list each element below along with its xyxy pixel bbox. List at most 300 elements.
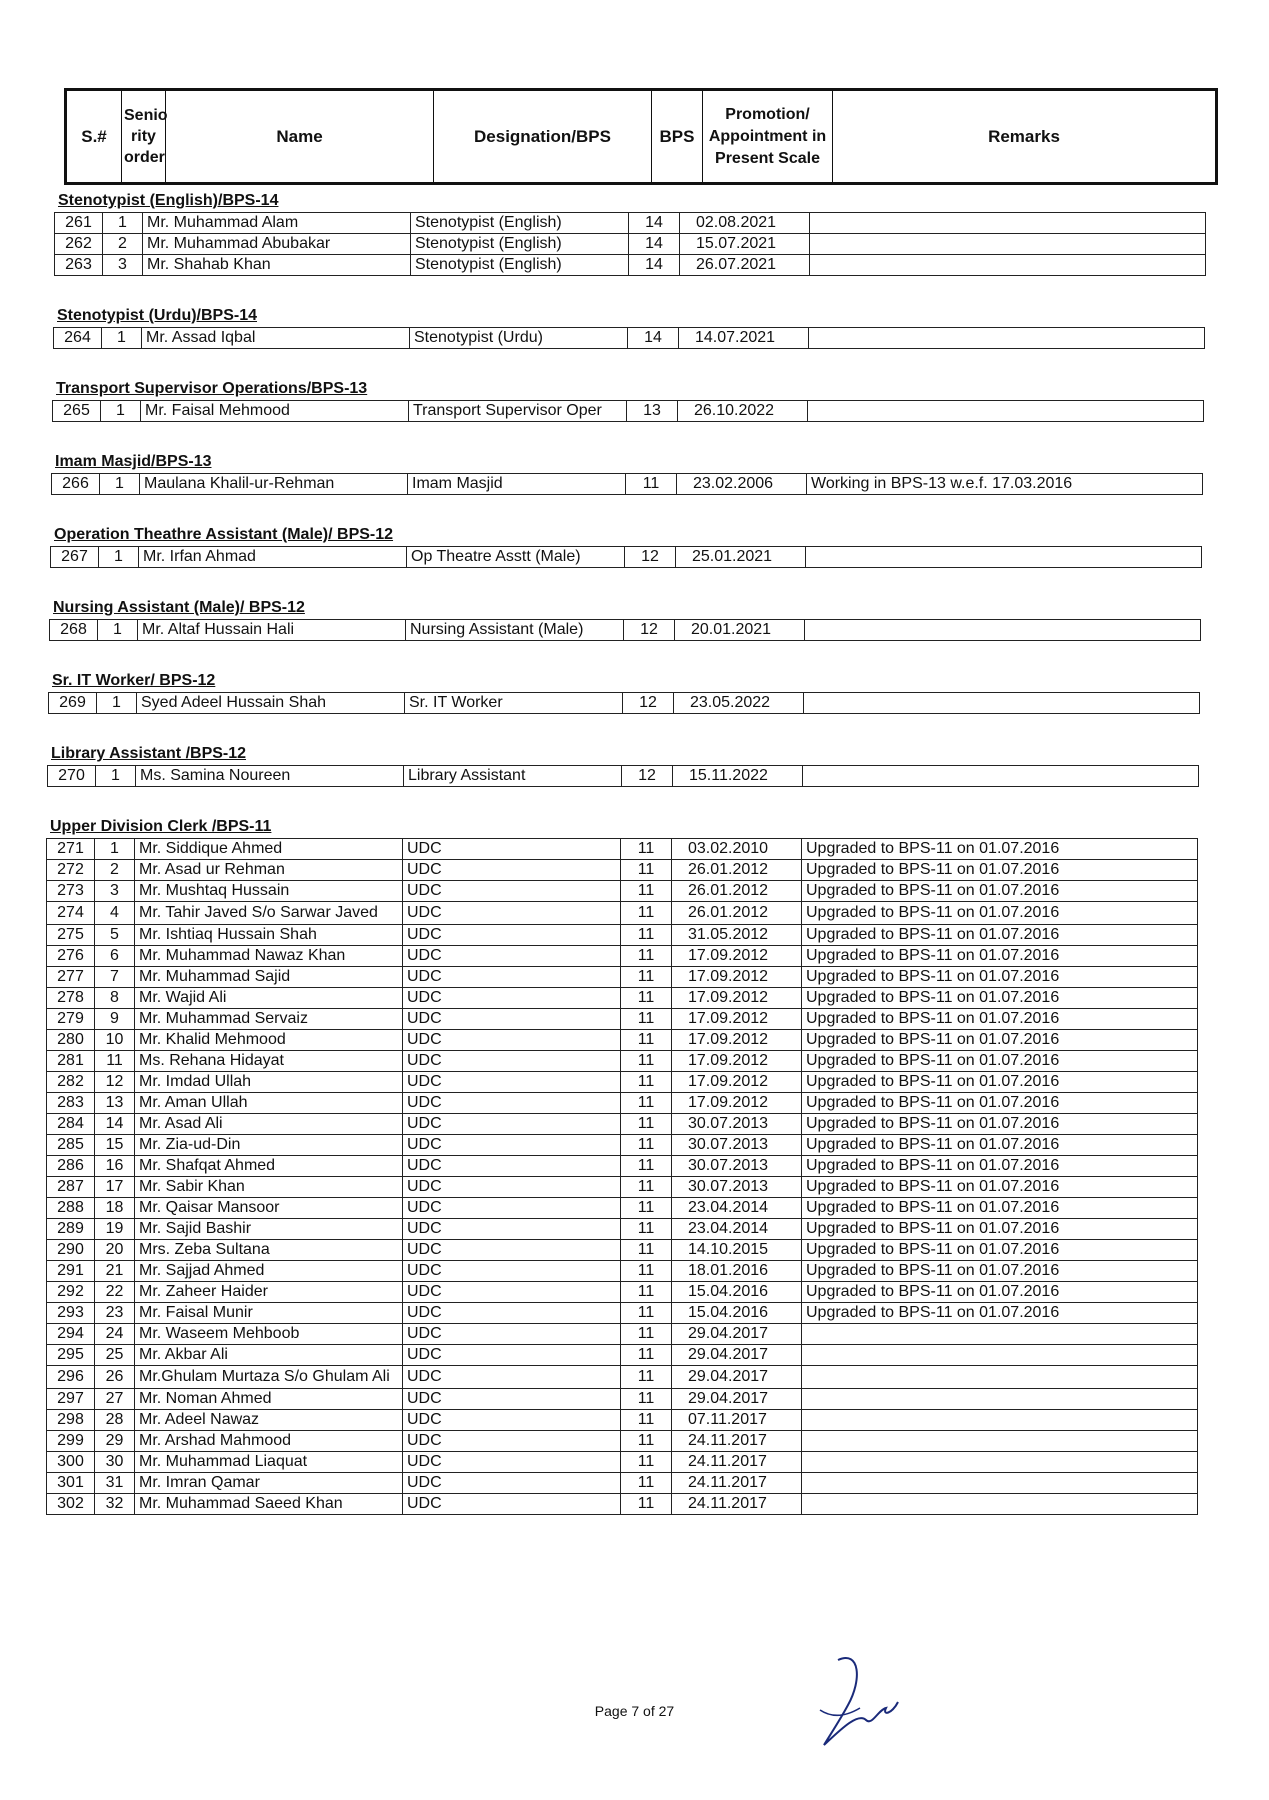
table-row [47,988,1198,1009]
cell-name: Mr. Khalid Mehmood [135,1030,403,1051]
cell-date: 26.07.2021 [680,255,810,276]
cell-sno: 295 [47,1345,95,1366]
cell-seniority: 1 [97,693,137,714]
cell-date: 30.07.2013 [672,1177,802,1198]
cell-remarks: Upgraded to BPS-11 on 01.07.2016 [802,1156,1198,1177]
cell-sno: 290 [47,1240,95,1261]
cell-bps: 12 [624,620,675,641]
table-row [47,1261,1198,1282]
cell-remarks [802,1431,1198,1452]
cell-remarks [802,1494,1198,1515]
cell-remarks: Upgraded to BPS-11 on 01.07.2016 [802,1009,1198,1030]
cell-date: 17.09.2012 [672,946,802,967]
cell-date: 15.04.2016 [672,1303,802,1324]
section-table [52,400,1204,422]
cell-sno: 264 [54,328,102,349]
section-title: Stenotypist (Urdu)/BPS-14 [57,307,258,324]
cell-sno: 278 [47,988,95,1009]
cell-name: Mr. Imdad Ullah [135,1072,403,1093]
cell-seniority: 1 [102,328,142,349]
cell-name: Mr. Irfan Ahmad [139,547,407,568]
cell-remarks [804,693,1200,714]
cell-date: 26.01.2012 [672,860,802,881]
cell-seniority: 19 [95,1219,135,1240]
cell-sno: 294 [47,1324,95,1345]
cell-sno: 262 [55,234,103,255]
cell-date: 26.01.2012 [672,902,802,925]
cell-sno: 293 [47,1303,95,1324]
cell-bps: 11 [621,1114,672,1135]
cell-sno: 289 [47,1219,95,1240]
cell-bps: 12 [622,766,673,787]
cell-name: Mr. Wajid Ali [135,988,403,1009]
cell-seniority: 12 [95,1072,135,1093]
section-gap [40,714,1220,738]
cell-date: 31.05.2012 [672,925,802,946]
table-row [47,902,1198,925]
cell-remarks: Upgraded to BPS-11 on 01.07.2016 [802,860,1198,881]
cell-designation: UDC [403,1135,621,1156]
cell-bps: 11 [621,925,672,946]
cell-bps: 11 [621,1156,672,1177]
cell-designation: UDC [403,1072,621,1093]
cell-bps: 11 [621,1198,672,1219]
cell-seniority: 21 [95,1261,135,1282]
cell-bps: 11 [621,1303,672,1324]
table-row [55,255,1206,276]
cell-designation: UDC [403,1345,621,1366]
table-row [47,881,1198,902]
table-row [55,234,1206,255]
cell-name: Mr. Qaisar Mansoor [135,1198,403,1219]
section-table [46,838,1198,1515]
section-gap [40,349,1220,373]
cell-designation: Library Assistant [404,766,622,787]
cell-remarks: Upgraded to BPS-11 on 01.07.2016 [802,1219,1198,1240]
section-title: Library Assistant /BPS-12 [51,745,247,762]
table-row [47,1240,1198,1261]
cell-date: 03.02.2010 [672,839,802,860]
table-row [48,766,1199,787]
table-row [47,1114,1198,1135]
cell-sno: 276 [47,946,95,967]
cell-sno: 282 [47,1072,95,1093]
column-header-table [64,88,1218,185]
table-row [47,925,1198,946]
cell-name: Mr. Altaf Hussain Hali [138,620,406,641]
cell-bps: 11 [621,1135,672,1156]
cell-seniority: 18 [95,1198,135,1219]
cell-remarks: Upgraded to BPS-11 on 01.07.2016 [802,902,1198,925]
cell-sno: 288 [47,1198,95,1219]
cell-sno: 270 [48,766,96,787]
cell-seniority: 31 [95,1473,135,1494]
cell-seniority: 11 [95,1051,135,1072]
cell-remarks: Upgraded to BPS-11 on 01.07.2016 [802,1177,1198,1198]
cell-sno: 283 [47,1093,95,1114]
cell-sno: 275 [47,925,95,946]
cell-date: 15.04.2016 [672,1282,802,1303]
section-table [53,327,1205,349]
cell-sno: 261 [55,213,103,234]
cell-seniority: 4 [95,902,135,925]
table-row [54,328,1205,349]
cell-name: Mr. Tahir Javed S/o Sarwar Javed [135,902,403,925]
table-row [47,1009,1198,1030]
cell-designation: UDC [403,1240,621,1261]
section-table [48,692,1200,714]
table-row [47,1366,1198,1389]
cell-bps: 11 [621,1219,672,1240]
cell-seniority: 17 [95,1177,135,1198]
cell-name: Mr. Adeel Nawaz [135,1410,403,1431]
cell-remarks [802,1389,1198,1410]
cell-bps: 11 [621,1473,672,1494]
cell-seniority: 9 [95,1009,135,1030]
cell-name: Mr. Muhammad Saeed Khan [135,1494,403,1515]
cell-sno: 300 [47,1452,95,1473]
cell-remarks: Upgraded to BPS-11 on 01.07.2016 [802,1303,1198,1324]
table-row [47,1431,1198,1452]
cell-sno: 297 [47,1389,95,1410]
header-name: Name [166,90,434,184]
table-row [47,1135,1198,1156]
cell-bps: 14 [629,213,680,234]
cell-sno: 266 [52,474,100,495]
header-designation: Designation/BPS [434,90,652,184]
cell-bps: 11 [621,881,672,902]
cell-designation: Stenotypist (English) [411,213,629,234]
cell-name: Mr. Zaheer Haider [135,1282,403,1303]
cell-remarks [805,620,1201,641]
cell-name: Mr. Ishtiaq Hussain Shah [135,925,403,946]
cell-sno: 296 [47,1366,95,1389]
cell-seniority: 1 [101,401,141,422]
section-title: Nursing Assistant (Male)/ BPS-12 [53,599,305,616]
cell-sno: 299 [47,1431,95,1452]
cell-bps: 11 [621,946,672,967]
cell-date: 29.04.2017 [672,1324,802,1345]
cell-designation: UDC [403,1366,621,1389]
cell-seniority: 25 [95,1345,135,1366]
cell-date: 23.02.2006 [677,474,807,495]
cell-remarks: Working in BPS-13 w.e.f. 17.03.2016 [807,474,1203,495]
cell-date: 29.04.2017 [672,1345,802,1366]
section-gap [40,568,1220,592]
section-title: Imam Masjid/BPS-13 [55,453,212,470]
cell-name: Mr. Aman Ullah [135,1093,403,1114]
cell-date: 14.10.2015 [672,1240,802,1261]
cell-bps: 12 [625,547,676,568]
cell-seniority: 27 [95,1389,135,1410]
cell-date: 24.11.2017 [672,1431,802,1452]
cell-designation: UDC [403,1303,621,1324]
table-row [50,620,1201,641]
cell-name: Maulana Khalil-ur-Rehman [140,474,408,495]
cell-name: Mr. Shahab Khan [143,255,411,276]
cell-name: Mr. Muhammad Nawaz Khan [135,946,403,967]
cell-seniority: 2 [103,234,143,255]
cell-date: 17.09.2012 [672,1051,802,1072]
section-table [49,619,1201,641]
cell-seniority: 16 [95,1156,135,1177]
cell-designation: UDC [403,839,621,860]
cell-name: Mr. Shafqat Ahmed [135,1156,403,1177]
cell-name: Syed Adeel Hussain Shah [137,693,405,714]
cell-bps: 11 [621,1261,672,1282]
cell-seniority: 29 [95,1431,135,1452]
section-table [54,212,1206,276]
cell-sno: 268 [50,620,98,641]
table-row [47,1093,1198,1114]
cell-sno: 291 [47,1261,95,1282]
cell-sno: 302 [47,1494,95,1515]
cell-bps: 11 [621,1389,672,1410]
cell-date: 17.09.2012 [672,1072,802,1093]
cell-designation: UDC [403,1093,621,1114]
table-row [47,1219,1198,1240]
cell-remarks [803,766,1199,787]
cell-seniority: 7 [95,967,135,988]
table-row [52,474,1203,495]
table-row [47,1177,1198,1198]
cell-date: 15.07.2021 [680,234,810,255]
cell-designation: UDC [403,860,621,881]
cell-date: 24.11.2017 [672,1473,802,1494]
cell-bps: 11 [621,1410,672,1431]
cell-remarks [802,1345,1198,1366]
cell-bps: 11 [621,1452,672,1473]
cell-date: 24.11.2017 [672,1494,802,1515]
cell-sno: 273 [47,881,95,902]
cell-bps: 11 [621,1345,672,1366]
cell-designation: UDC [403,925,621,946]
section-gap [40,495,1220,519]
cell-seniority: 1 [103,213,143,234]
cell-name: Mr. Mushtaq Hussain [135,881,403,902]
table-row [49,693,1200,714]
cell-sno: 271 [47,839,95,860]
cell-bps: 14 [629,255,680,276]
cell-remarks: Upgraded to BPS-11 on 01.07.2016 [802,1135,1198,1156]
table-row [47,1030,1198,1051]
cell-seniority: 3 [103,255,143,276]
header-sno: S.# [66,90,122,184]
cell-bps: 11 [621,1494,672,1515]
cell-designation: Stenotypist (Urdu) [410,328,628,349]
table-row [47,1345,1198,1366]
cell-date: 23.04.2014 [672,1198,802,1219]
cell-name: Mr. Asad ur Rehman [135,860,403,881]
cell-remarks: Upgraded to BPS-11 on 01.07.2016 [802,967,1198,988]
table-row [47,1051,1198,1072]
cell-seniority: 24 [95,1324,135,1345]
cell-designation: UDC [403,1431,621,1452]
cell-name: Mr.Ghulam Murtaza S/o Ghulam Ali [135,1366,403,1389]
table-row [47,1324,1198,1345]
cell-name: Mr. Muhammad Abubakar [143,234,411,255]
cell-remarks: Upgraded to BPS-11 on 01.07.2016 [802,925,1198,946]
cell-date: 17.09.2012 [672,1009,802,1030]
cell-date: 30.07.2013 [672,1156,802,1177]
cell-seniority: 1 [95,839,135,860]
cell-seniority: 3 [95,881,135,902]
cell-date: 17.09.2012 [672,1030,802,1051]
cell-remarks [809,328,1205,349]
table-row [47,860,1198,881]
cell-designation: UDC [403,1114,621,1135]
cell-designation: UDC [403,1452,621,1473]
cell-date: 20.01.2021 [675,620,805,641]
cell-remarks: Upgraded to BPS-11 on 01.07.2016 [802,1030,1198,1051]
cell-bps: 12 [623,693,674,714]
cell-remarks: Upgraded to BPS-11 on 01.07.2016 [802,1240,1198,1261]
cell-designation: UDC [403,1030,621,1051]
cell-sno: 272 [47,860,95,881]
cell-name: Mr. Siddique Ahmed [135,839,403,860]
cell-bps: 11 [621,1093,672,1114]
cell-seniority: 8 [95,988,135,1009]
cell-name: Mr. Faisal Munir [135,1303,403,1324]
header-bps: BPS [652,90,703,184]
cell-sno: 274 [47,902,95,925]
cell-remarks: Upgraded to BPS-11 on 01.07.2016 [802,1072,1198,1093]
cell-name: Mr. Noman Ahmed [135,1389,403,1410]
cell-sno: 281 [47,1051,95,1072]
cell-bps: 11 [621,1177,672,1198]
cell-bps: 14 [628,328,679,349]
cell-designation: UDC [403,881,621,902]
cell-remarks [810,213,1206,234]
section-gap [40,787,1220,811]
cell-bps: 11 [621,1324,672,1345]
table-row [47,946,1198,967]
cell-remarks [802,1366,1198,1389]
cell-name: Mr. Muhammad Liaquat [135,1452,403,1473]
table-row [47,1494,1198,1515]
header-promotion: Promotion/ Appointment in Present Scale [703,90,833,184]
cell-date: 23.05.2022 [674,693,804,714]
cell-designation: Sr. IT Worker [405,693,623,714]
cell-designation: Stenotypist (English) [411,255,629,276]
cell-seniority: 13 [95,1093,135,1114]
cell-bps: 11 [621,1240,672,1261]
cell-sno: 287 [47,1177,95,1198]
cell-designation: Stenotypist (English) [411,234,629,255]
cell-designation: UDC [403,1410,621,1431]
cell-sno: 267 [51,547,99,568]
table-row [55,213,1206,234]
cell-seniority: 5 [95,925,135,946]
cell-date: 17.09.2012 [672,988,802,1009]
cell-designation: UDC [403,902,621,925]
cell-bps: 11 [621,860,672,881]
cell-remarks [802,1324,1198,1345]
cell-name: Mr. Faisal Mehmood [141,401,409,422]
cell-bps: 11 [621,902,672,925]
cell-date: 29.04.2017 [672,1366,802,1389]
cell-sno: 265 [53,401,101,422]
cell-seniority: 2 [95,860,135,881]
cell-date: 02.08.2021 [680,213,810,234]
cell-seniority: 1 [98,620,138,641]
table-row [47,1389,1198,1410]
cell-designation: UDC [403,1009,621,1030]
cell-sno: 280 [47,1030,95,1051]
cell-bps: 11 [621,1282,672,1303]
cell-name: Ms. Samina Noureen [136,766,404,787]
cell-remarks: Upgraded to BPS-11 on 01.07.2016 [802,839,1198,860]
section-gap [40,276,1220,300]
cell-name: Mr. Muhammad Alam [143,213,411,234]
cell-designation: UDC [403,1261,621,1282]
cell-designation: UDC [403,967,621,988]
cell-date: 26.10.2022 [678,401,808,422]
section-table [51,473,1203,495]
cell-bps: 11 [621,988,672,1009]
cell-sno: 301 [47,1473,95,1494]
cell-remarks: Upgraded to BPS-11 on 01.07.2016 [802,1261,1198,1282]
cell-date: 17.09.2012 [672,967,802,988]
section-title: Transport Supervisor Operations/BPS-13 [56,380,368,397]
cell-seniority: 22 [95,1282,135,1303]
cell-remarks [810,255,1206,276]
table-row [47,967,1198,988]
cell-date: 30.07.2013 [672,1135,802,1156]
cell-date: 07.11.2017 [672,1410,802,1431]
cell-designation: Op Theatre Asstt (Male) [407,547,625,568]
section-title: Upper Division Clerk /BPS-11 [50,818,272,835]
cell-designation: Nursing Assistant (Male) [406,620,624,641]
cell-date: 14.07.2021 [679,328,809,349]
table-row [51,547,1202,568]
cell-seniority: 20 [95,1240,135,1261]
section-title: Operation Theathre Assistant (Male)/ BPS-12 [54,526,394,543]
cell-name: Mr. Muhammad Sajid [135,967,403,988]
cell-remarks: Upgraded to BPS-11 on 01.07.2016 [802,988,1198,1009]
cell-designation: Transport Supervisor Oper [409,401,627,422]
cell-designation: UDC [403,1219,621,1240]
document-page [40,88,1220,1515]
cell-date: 26.01.2012 [672,881,802,902]
cell-designation: Imam Masjid [408,474,626,495]
cell-bps: 11 [621,1009,672,1030]
cell-sno: 298 [47,1410,95,1431]
cell-date: 23.04.2014 [672,1219,802,1240]
cell-remarks: Upgraded to BPS-11 on 01.07.2016 [802,1051,1198,1072]
cell-seniority: 26 [95,1366,135,1389]
cell-designation: UDC [403,1282,621,1303]
cell-name: Mr. Sajjad Ahmed [135,1261,403,1282]
cell-seniority: 6 [95,946,135,967]
header-seniority: Senio rity order [122,90,166,184]
table-row [47,839,1198,860]
cell-designation: UDC [403,1494,621,1515]
cell-designation: UDC [403,1324,621,1345]
cell-seniority: 32 [95,1494,135,1515]
cell-bps: 11 [621,1431,672,1452]
cell-sno: 263 [55,255,103,276]
cell-sno: 277 [47,967,95,988]
cell-seniority: 28 [95,1410,135,1431]
page-number: Page 7 of 27 [594,1703,675,1719]
cell-remarks: Upgraded to BPS-11 on 01.07.2016 [802,1282,1198,1303]
cell-remarks: Upgraded to BPS-11 on 01.07.2016 [802,946,1198,967]
cell-remarks: Upgraded to BPS-11 on 01.07.2016 [802,1093,1198,1114]
cell-remarks [808,401,1204,422]
cell-name: Mr. Sajid Bashir [135,1219,403,1240]
section-title: Stenotypist (English)/BPS-14 [58,192,279,209]
